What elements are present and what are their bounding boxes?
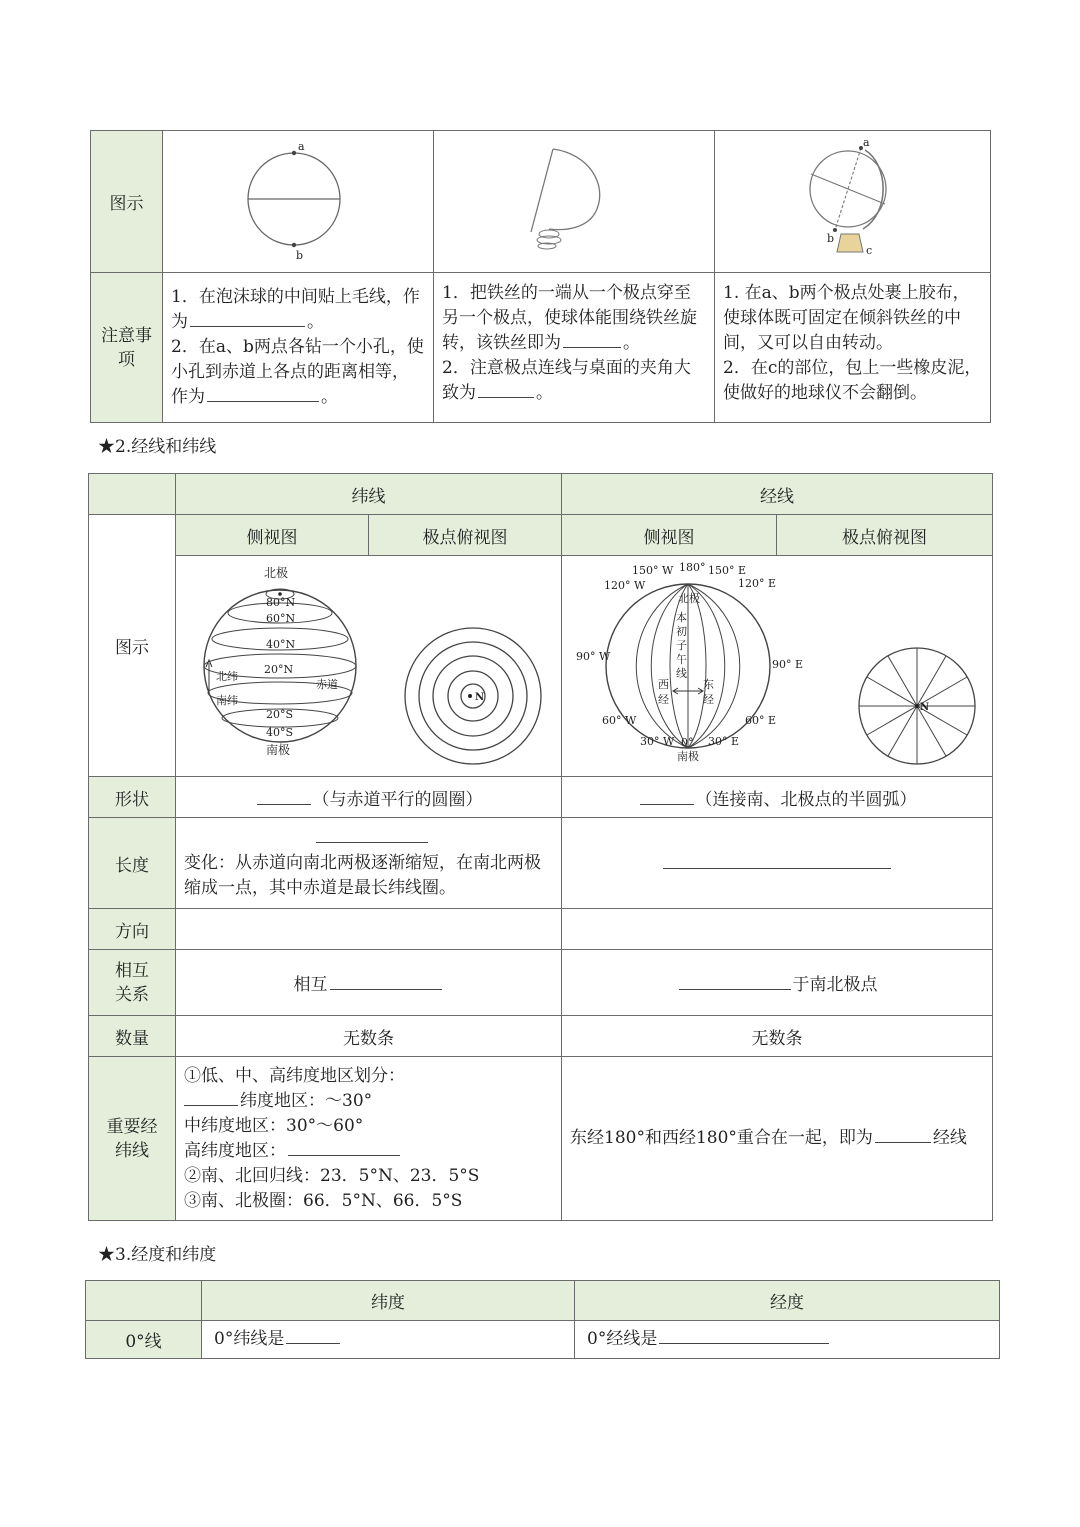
latitude-figures: [176, 556, 562, 777]
row-label-relation: 相互关系: [89, 950, 176, 1016]
notes-col-3: [715, 273, 991, 423]
lat-relation-cell: 相互: [176, 950, 562, 1016]
svg-text:120° W: 120° W: [604, 579, 646, 592]
longitude-diagram-icon: [562, 556, 992, 771]
svg-text:子: 子: [676, 639, 687, 652]
section-heading-3: ★3.经度和纬度: [98, 1245, 217, 1265]
answer-blank[interactable]: [207, 385, 319, 402]
row-label-notes: 注意事项: [91, 273, 163, 423]
svg-text:南纬: 南纬: [216, 694, 238, 707]
svg-text:北极: 北极: [264, 566, 289, 580]
svg-text:30° W: 30° W: [640, 735, 675, 748]
notes-col-1: 1．在泡沫球的中间贴上毛线，作为 。 2．在a、b两点各钻一个小孔，使小孔到赤道上各点的距离相等，作为 。: [163, 273, 434, 423]
header-latitude-lines: 纬线: [176, 474, 562, 515]
header-lat-side-view: 侧视图: [176, 515, 369, 556]
svg-text:b: b: [296, 249, 304, 262]
answer-blank[interactable]: [190, 310, 305, 327]
svg-text:线: 线: [676, 667, 687, 680]
row-label-diagram: 图示: [91, 131, 163, 273]
row-label-diagram: 图示: [89, 515, 176, 777]
svg-text:西: 西: [658, 678, 669, 691]
lon-zero-cell: 0°经线是: [575, 1321, 1000, 1359]
svg-text:a: a: [862, 136, 870, 149]
svg-text:东: 东: [703, 678, 714, 691]
answer-blank[interactable]: [478, 381, 534, 398]
lon-important-cell: 东经180°和西经180°重合在一起，即为 经线: [562, 1057, 993, 1221]
lon-shape-cell: （连接南、北极点的半圆弧）: [562, 777, 993, 818]
svg-text:150° E: 150° E: [708, 564, 747, 577]
svg-text:80°N: 80°N: [266, 596, 296, 609]
answer-blank[interactable]: [257, 788, 311, 805]
answer-blank[interactable]: [875, 1126, 931, 1143]
svg-text:北极: 北极: [678, 592, 700, 605]
globe-making-table: [90, 130, 991, 423]
globe-stand-icon: [803, 134, 903, 264]
lon-direction-cell[interactable]: [562, 909, 993, 950]
svg-text:c: c: [865, 244, 872, 257]
note-text: 2．在c的部位，包上一些橡皮泥，使做好的地球仪不会翻倒。: [723, 358, 982, 403]
answer-blank[interactable]: [663, 852, 891, 869]
answer-blank[interactable]: [184, 1089, 238, 1106]
svg-text:南极: 南极: [677, 750, 699, 763]
row-label-count: 数量: [89, 1016, 176, 1057]
svg-text:120° E: 120° E: [738, 577, 777, 590]
header-lat-pole-view: 极点俯视图: [369, 515, 562, 556]
lon-relation-cell: 于南北极点: [562, 950, 993, 1016]
svg-text:本: 本: [676, 611, 687, 624]
svg-text:N: N: [475, 692, 485, 703]
answer-blank[interactable]: [286, 1327, 340, 1344]
svg-text:180°: 180°: [679, 561, 706, 574]
svg-text:b: b: [826, 232, 834, 245]
wire-icon: [519, 134, 629, 264]
answer-blank[interactable]: [563, 331, 621, 348]
longitude-pole-view-icon: [859, 648, 975, 764]
svg-text:北纬: 北纬: [216, 670, 238, 683]
answer-blank[interactable]: [330, 973, 442, 990]
svg-text:午: 午: [676, 653, 687, 666]
svg-text:经: 经: [703, 693, 714, 706]
svg-text:南极: 南极: [266, 743, 291, 757]
answer-blank[interactable]: [288, 1139, 400, 1156]
header-longitude-lines: 经线: [562, 474, 993, 515]
svg-text:150° W: 150° W: [632, 564, 674, 577]
note-text: 1. 在a、b两个极点处裹上胶布，使球体既可固定在倾斜铁丝的中间，又可以自由转动。: [723, 283, 970, 353]
lon-length-cell: [562, 818, 993, 909]
answer-blank[interactable]: [640, 788, 694, 805]
svg-text:N: N: [920, 702, 930, 713]
svg-text:40°N: 40°N: [266, 638, 296, 651]
header-lon-side-view: 侧视图: [562, 515, 777, 556]
lat-zero-cell: 0°纬线是: [202, 1321, 575, 1359]
answer-blank[interactable]: [316, 826, 428, 843]
answer-blank[interactable]: [659, 1327, 829, 1344]
longitude-figures: [562, 556, 993, 777]
header-lon-pole-view: 极点俯视图: [777, 515, 993, 556]
svg-text:90° W: 90° W: [576, 650, 611, 663]
lat-lon-degree-table: [85, 1280, 1000, 1359]
lat-shape-cell: （与赤道平行的圆圈）: [176, 777, 562, 818]
svg-text:初: 初: [676, 625, 687, 638]
svg-text:20°S: 20°S: [266, 708, 294, 721]
lat-lon-lines-table: [88, 473, 993, 1221]
row-label-zero-line: 0°线: [86, 1321, 202, 1359]
svg-text:60° W: 60° W: [602, 714, 637, 727]
svg-text:20°N: 20°N: [264, 663, 294, 676]
diagram-wire: [434, 131, 715, 273]
row-label-important: 重要经纬线: [89, 1057, 176, 1221]
svg-text:60° E: 60° E: [745, 714, 777, 727]
section-heading-2: ★2.经线和纬线: [98, 437, 217, 457]
note-text: 1．把铁丝的一端从一个极点穿至另一个极点，使球体能围绕铁丝旋转，该铁丝即为: [442, 283, 697, 353]
lat-direction-cell[interactable]: [176, 909, 562, 950]
svg-text:经: 经: [658, 693, 669, 706]
row-label-shape: 形状: [89, 777, 176, 818]
answer-blank[interactable]: [679, 973, 791, 990]
svg-text:a: a: [298, 140, 305, 153]
diagram-globe: [715, 131, 991, 273]
note-text: 2．注意极点连线与桌面的夹角大致为: [442, 358, 691, 403]
note-text: 1．在泡沫球的中间贴上毛线，作为: [171, 287, 420, 332]
header-longitude: 经度: [575, 1281, 1000, 1321]
latitude-pole-view-icon: [405, 628, 541, 764]
row-label-direction: 方向: [89, 909, 176, 950]
lat-length-cell: 变化：从赤道向南北两极逐渐缩短，在南北两极缩成一点，其中赤道是最长纬线圈。: [176, 818, 562, 909]
svg-text:0°: 0°: [681, 736, 694, 749]
lat-important-cell: ①低、中、高纬度地区划分： 纬度地区：～30° 中纬度地区：30°～60° 高纬度地区： ②南、北回归线：23．5°N、23．5°S ③南、北极圈：66．5°N、66．5°S: [176, 1057, 562, 1221]
svg-text:40°S: 40°S: [266, 726, 294, 739]
header-latitude: 纬度: [202, 1281, 575, 1321]
svg-text:90° E: 90° E: [772, 658, 804, 671]
lat-count-cell: 无数条: [176, 1016, 562, 1057]
note-text: 2．在a、b两点各钻一个小孔，使小孔到赤道上各点的距离相等，作为: [171, 337, 424, 407]
svg-text:30° E: 30° E: [708, 735, 740, 748]
foam-ball-icon: [238, 134, 358, 264]
svg-text:60°N: 60°N: [266, 612, 296, 625]
svg-text:赤道: 赤道: [316, 678, 338, 691]
lon-count-cell: 无数条: [562, 1016, 993, 1057]
diagram-foam-ball: [163, 131, 434, 273]
latitude-diagram-icon: [176, 556, 562, 771]
row-label-length: 长度: [89, 818, 176, 909]
notes-col-2: 1．把铁丝的一端从一个极点穿至另一个极点，使球体能围绕铁丝旋转，该铁丝即为 。 2．注意极点连线与桌面的夹角大致为 。: [434, 273, 715, 423]
